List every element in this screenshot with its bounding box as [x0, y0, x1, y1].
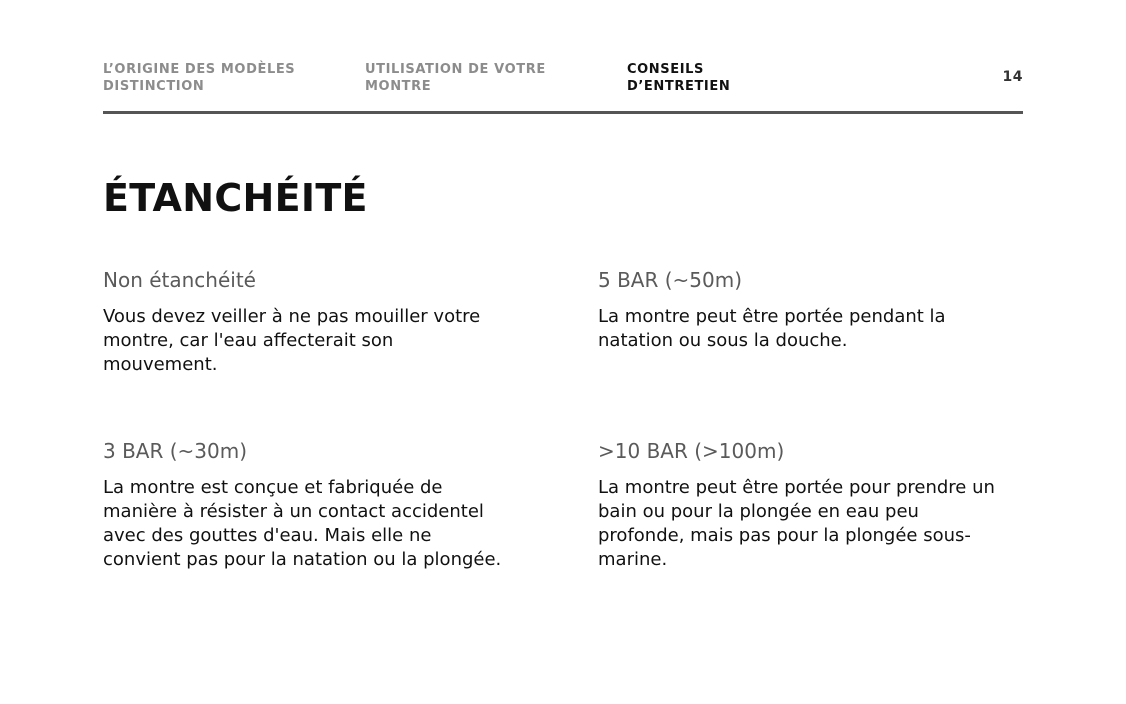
tab-origine-des-modeles[interactable]: L’ORIGINE DES MODÈLES DISTINCTION [103, 62, 296, 94]
section-3-bar [103, 438, 503, 572]
page-title: ÉTANCHÉITÉ [103, 176, 368, 220]
tab-conseils-dentretien[interactable]: CONSEILS D’ENTRETIEN [627, 62, 731, 94]
page-number: 14 [1002, 69, 1023, 85]
section-body: La montre est conçue et fabriquée de manière à résister à un contact accidentel avec des gouttes d'eau. Mais elle ne convient pas pour la natation ou la plongée. [103, 477, 502, 570]
section-body: La montre peut être portée pendant la natation ou sous la douche. [598, 306, 946, 351]
section-10-bar [598, 438, 998, 572]
section-body: Vous devez veiller à ne pas mouiller votre montre, car l'eau affecterait son mouvement. [103, 306, 481, 375]
section-heading: 5 BAR (~50m) [598, 268, 743, 292]
header-divider [103, 111, 1023, 114]
section-body: La montre peut être portée pour prendre un bain ou pour la plongée en eau peu profonde, mais pas pour la plongée sous-marine. [598, 477, 995, 570]
section-5-bar [598, 267, 998, 353]
section-heading: 3 BAR (~30m) [103, 439, 248, 463]
section-non-etancheite [103, 267, 503, 377]
section-heading: >10 BAR (>100m) [598, 439, 785, 463]
top-navigation [103, 61, 1023, 101]
tab-utilisation-de-votre-montre[interactable]: UTILISATION DE VOTRE MONTRE [365, 62, 546, 94]
section-heading: Non étanchéité [103, 268, 256, 292]
